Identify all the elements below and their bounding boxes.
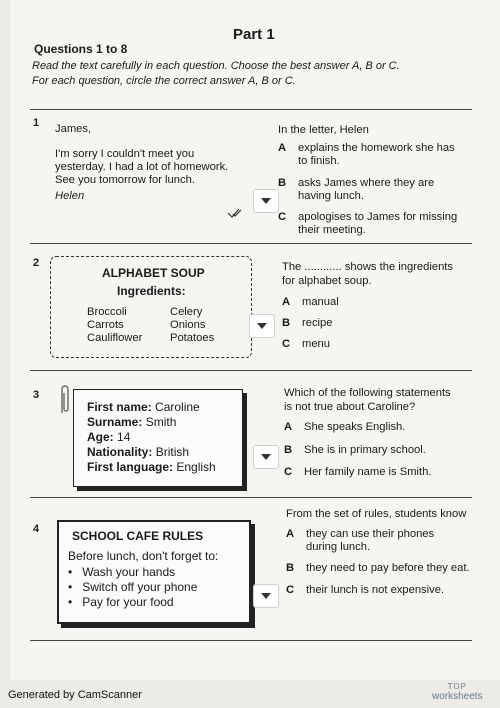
option-letter: C — [284, 466, 293, 478]
ingredient: Carrots — [87, 319, 124, 331]
q3-stem-1: Which of the following statements — [284, 387, 451, 399]
q3-option-a — [284, 421, 405, 434]
card-row — [87, 401, 200, 414]
card-value: Smith — [145, 415, 177, 429]
card-label: First language: — [87, 460, 174, 474]
option-letter: A — [278, 142, 287, 154]
q3-option-c — [284, 466, 431, 479]
topworksheets-logo[interactable] — [432, 682, 483, 702]
note-line-2: yesterday. I had a lot of homework. — [55, 161, 229, 173]
ingredient: Potatoes — [170, 332, 215, 344]
option-letter: B — [284, 444, 293, 456]
option-text: their lunch is not expensive. — [306, 584, 445, 596]
q2-stem-2: for alphabet soup. — [282, 275, 372, 287]
option-text: She is in primary school. — [304, 444, 426, 456]
divider — [30, 497, 472, 498]
q4-stem: From the set of rules, students know — [286, 508, 467, 520]
sign-subtitle: Ingredients: — [117, 284, 186, 298]
caret-down-icon — [257, 323, 267, 329]
card-value: English — [176, 460, 216, 474]
list-item: • Pay for your food — [68, 595, 174, 609]
option-text: explains the homework she has — [298, 142, 455, 154]
logo-top-text: TOP — [447, 682, 467, 691]
rule-text: Switch off your phone — [82, 580, 198, 594]
divider — [30, 370, 472, 371]
answer-dropdown-q1[interactable] — [253, 189, 279, 213]
questions-heading: Questions 1 to 8 — [34, 42, 128, 56]
ingredient: Onions — [170, 319, 206, 331]
card-row — [87, 461, 216, 474]
rules-intro: Before lunch, don't forget to: — [68, 549, 219, 563]
option-text: menu — [302, 338, 330, 350]
ingredient: Celery — [170, 306, 203, 318]
tick-mark-icon — [227, 206, 243, 224]
instruction-line-1: Read the text carefully in each question. Choose the best answer A, B or C. — [32, 60, 400, 72]
q2-stem-1: The ............ shows the ingredients — [282, 261, 454, 273]
question-number-3: 3 — [33, 389, 40, 401]
divider — [30, 109, 472, 110]
q4-option-c — [286, 584, 444, 597]
option-text: asks James where they are — [298, 177, 435, 189]
note-line-1: I'm sorry I couldn't meet you — [55, 148, 195, 160]
q1-stem: In the letter, Helen — [278, 124, 369, 136]
option-letter: A — [282, 296, 291, 308]
card-label: Age: — [87, 430, 114, 444]
note-signature: Helen — [55, 190, 85, 202]
ingredient: Broccoli — [87, 306, 127, 318]
option-letter: B — [278, 177, 287, 189]
option-letter: C — [278, 211, 287, 223]
scanner-credit: Generated by CamScanner — [8, 689, 142, 701]
q3-stem-2: is not true about Caroline? — [284, 401, 416, 413]
option-text: recipe — [302, 317, 333, 329]
rule-text: Pay for your food — [82, 595, 174, 609]
question-number-2: 2 — [33, 257, 40, 269]
answer-dropdown-q2[interactable] — [249, 314, 275, 338]
rules-title: SCHOOL CAFE RULES — [72, 529, 204, 543]
card-value: Caroline — [155, 400, 200, 414]
question-number-1: 1 — [33, 117, 40, 129]
logo-bottom-text: worksheets — [432, 691, 483, 702]
q1-option-c — [278, 211, 457, 237]
option-text: having lunch. — [298, 190, 364, 202]
q4-option-a — [286, 528, 434, 554]
card-row — [87, 446, 189, 459]
option-letter: C — [282, 338, 291, 350]
answer-dropdown-q3[interactable] — [253, 445, 279, 469]
card-label: First name: — [87, 400, 152, 414]
rule-text: Wash your hands — [82, 565, 176, 579]
q3-option-b — [284, 444, 426, 457]
q2-option-a — [282, 296, 339, 309]
card-label: Surname: — [87, 415, 143, 429]
option-text: Her family name is Smith. — [304, 466, 432, 478]
card-label: Nationality: — [87, 445, 153, 459]
list-item: • Switch off your phone — [68, 580, 198, 594]
option-text: their meeting. — [298, 224, 366, 236]
card-value: 14 — [117, 430, 131, 444]
card-value: British — [155, 445, 190, 459]
part-title: Part 1 — [233, 26, 275, 43]
option-text: they need to pay before they eat. — [306, 562, 470, 574]
option-letter: C — [286, 584, 295, 596]
option-letter: B — [286, 562, 295, 574]
option-letter: B — [282, 317, 291, 329]
q1-option-b — [278, 177, 434, 203]
q4-option-b — [286, 562, 470, 575]
q2-option-b — [282, 317, 332, 330]
option-text: they can use their phones — [306, 528, 435, 540]
caret-down-icon — [261, 593, 271, 599]
paperclip-icon — [58, 383, 72, 422]
option-text: manual — [302, 296, 339, 308]
answer-dropdown-q4[interactable] — [253, 584, 279, 608]
divider — [30, 640, 472, 641]
caret-down-icon — [261, 454, 271, 460]
option-text: to finish. — [298, 155, 340, 167]
question-number-4: 4 — [33, 523, 40, 535]
q2-option-c — [282, 338, 330, 351]
list-item: • Wash your hands — [68, 565, 176, 579]
note-line-3: See you tomorrow for lunch. — [55, 174, 195, 186]
note-greeting: James, — [55, 123, 92, 135]
instruction-line-2: For each question, circle the correct answer A, B or C. — [32, 75, 296, 87]
option-letter: A — [284, 421, 293, 433]
option-text: She speaks English. — [304, 421, 406, 433]
option-text: apologises to James for missing — [298, 211, 458, 223]
q1-option-a — [278, 142, 455, 168]
sign-title: ALPHABET SOUP — [102, 266, 205, 280]
card-row — [87, 431, 130, 444]
card-row — [87, 416, 176, 429]
option-text: during lunch. — [306, 541, 371, 553]
ingredient: Cauliflower — [87, 332, 143, 344]
divider — [30, 243, 472, 244]
caret-down-icon — [261, 198, 271, 204]
option-letter: A — [286, 528, 295, 540]
